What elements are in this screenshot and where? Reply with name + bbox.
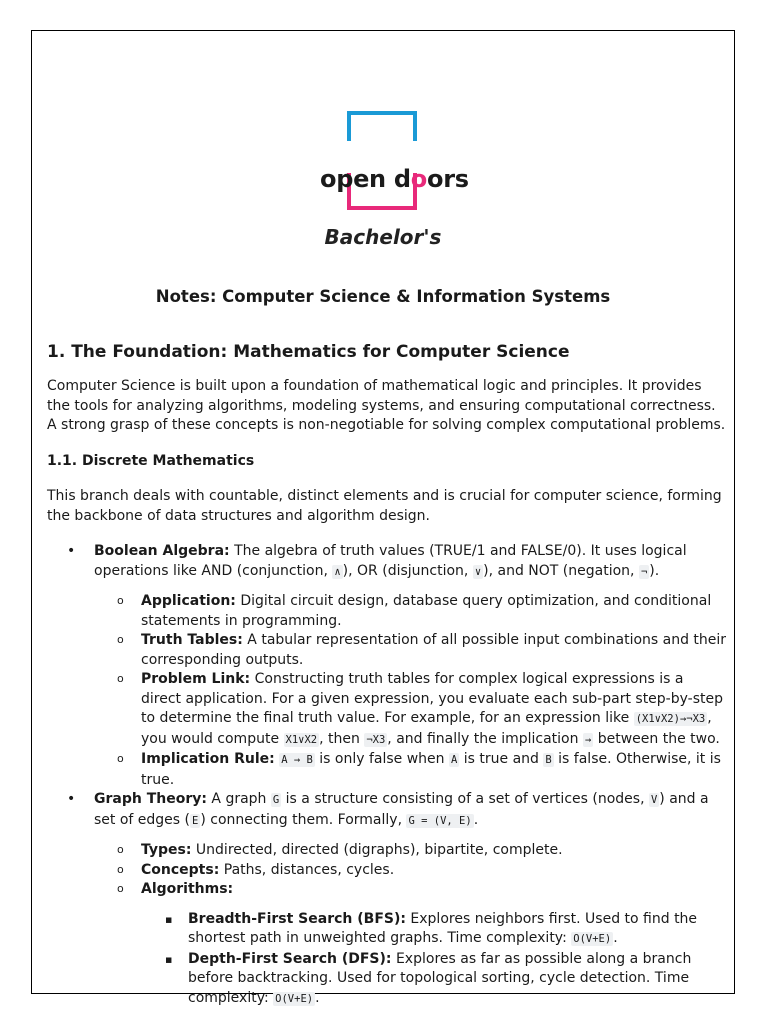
document-page <box>31 30 735 1006</box>
graph-sublist <box>94 841 727 1009</box>
list-item-concepts: o Concepts: Paths, distances, cycles. <box>94 861 727 881</box>
open-doors-logo <box>287 111 467 221</box>
notes-title: Notes: Computer Science & Information Systems <box>155 287 611 306</box>
list-item-bfs: ▪ Breadth-First Search (BFS): Explores neighbors first. Used to find the shortest path in unweighted graphs. Time complexity: O(V+E) . <box>141 910 727 950</box>
subsection-intro: This branch deals with countable, distinct elements and is crucial for computer science, forming the backbone of data structures and algorithm design. <box>47 488 722 524</box>
list-item-types: o Types: Undirected, directed (digraphs), bipartite, complete. <box>94 841 727 861</box>
logo-wordmark: open doors <box>320 165 469 193</box>
degree-title: Bachelor's <box>324 225 442 249</box>
section-intro: Computer Science is built upon a foundation of mathematical logic and principles. It provides the tools for analyzing algorithms, modeling systems, and ensuring computational correctness. A strong grasp of these concepts is non-negotiable for solving complex computational problems. <box>47 378 726 433</box>
list-item-algorithms: o Algorithms: ▪ Breadth-First Search (BFS): Explores neighbors first. Used to find the shortest path in unweighted graphs. Time complexity: O(V+E) . ▪ Depth-First Search (DFS): Explores as far as possible along a branch before backtracking. Used for topological sorting, cycle detection. Time complexity: O(V+E) . <box>94 880 727 1009</box>
section-heading: 1. The Foundation: Mathematics for Computer Science <box>47 342 570 362</box>
list-item-implication-rule: o Implication Rule: A → B is only false when A is true and B is false. Otherwise, it is true. <box>94 750 727 790</box>
list-item-application: o Application: Digital circuit design, database query optimization, and conditional statements in programming. <box>94 592 727 631</box>
boolean-sublist <box>94 592 727 790</box>
subsection-heading: 1.1. Discrete Mathematics <box>47 452 255 469</box>
topic-list <box>47 542 727 1009</box>
list-item-truth-tables: o Truth Tables: A tabular representation of all possible input combinations and their corresponding outputs. <box>94 631 727 670</box>
list-item-problem-link: o Problem Link: Constructing truth tables for complex logical expressions is a direct application. For a given expression, you evaluate each sub-part step-by-step to determine the final truth value. For example, for an expression like (X1∨X2)→¬X3 , you would compute X1∨X2 , then ¬X3 , and finally the implication → between the two. <box>94 670 727 750</box>
content <box>47 341 727 1009</box>
algorithms-sublist <box>141 910 727 1010</box>
list-item-dfs: ▪ Depth-First Search (DFS): Explores as far as possible along a branch before backtracking. Used for topological sorting, cycle detection. Time complexity: O(V+E) . <box>141 950 727 1010</box>
list-item-boolean-algebra: • Boolean Algebra: The algebra of truth values (TRUE/1 and FALSE/0). It uses logical operations like AND (conjunction, ∧ ), OR (disjunction, ∨ ), and NOT (negation, ¬ ). o Application: Digital circuit design, database query optimization, and conditional statements in programming. o Truth Tables: A tabular representation of all possible input combinations and their corresponding outputs. o Problem Link: Constructing truth tables for complex logical expressions is a direct application. For a given expression, you evaluate each sub-part step-by-step to determine the final truth value. For example, for an expression like (X1∨X2)→¬X3 , you would compute X1∨X2 , then ¬X3 , and finally the implication → between the two. o Implication Rule: A → B is only false when A is true and B is false. Otherwise, it is true. <box>47 542 727 790</box>
list-item-graph-theory: • Graph Theory: A graph G is a structure consisting of a set of vertices (nodes, V ) and a set of edges ( E ) connecting them. Formally, G = (V, E) . o Types: Undirected, directed (digraphs), bipartite, complete. o Concepts: Paths, distances, cycles. o Algorithms: ▪ Breadth-First Search (BFS): Explores neighbors first. Used to find the shortest path in unweighted graphs. Time complexity: O(V+E) . ▪ Depth-First Search (DFS): Explores as far as possible along a branch before backtracking. Used for topological sorting, cycle detection. Time complexity: O(V+E) . <box>47 790 727 1009</box>
